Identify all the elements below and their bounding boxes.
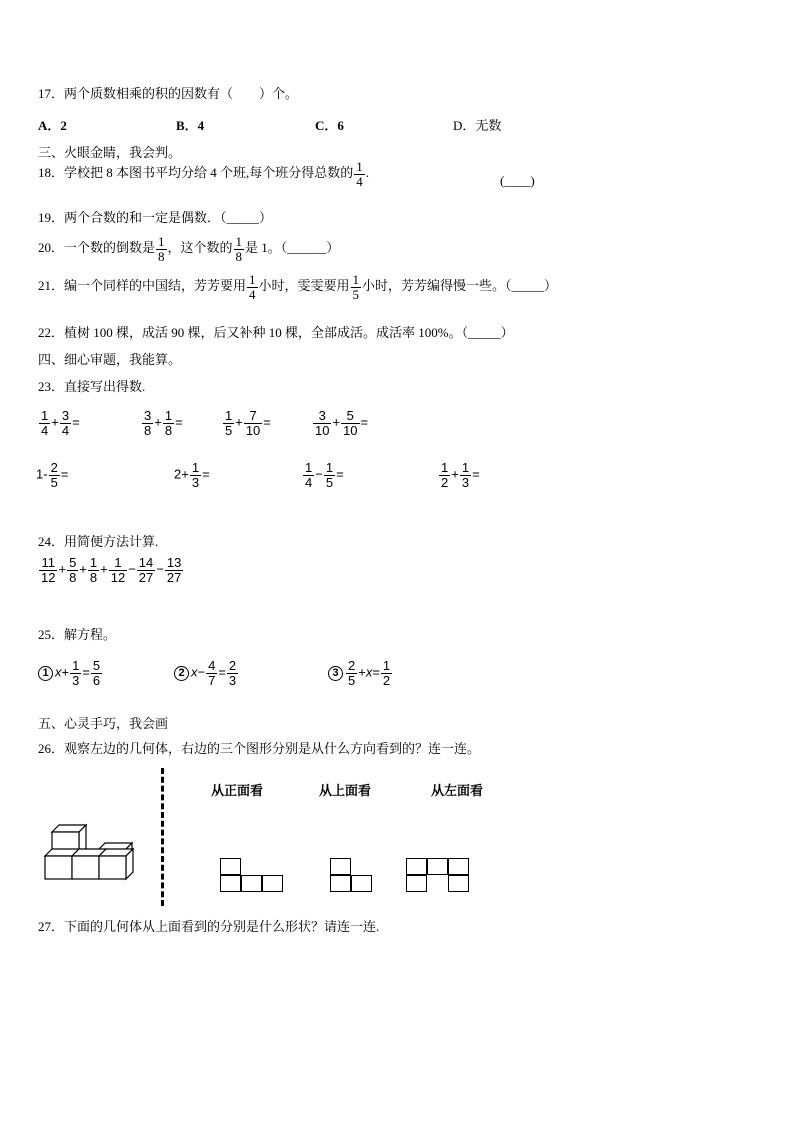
den: 3 [461,474,470,490]
num: 5 [69,555,77,570]
equals: = [336,466,344,482]
q20-fraction-2 [234,235,245,263]
den: 10 [315,422,330,438]
equals: = [72,414,80,430]
equals: = [82,664,90,680]
q21-text-b: 小时，雯雯要用 [258,278,350,294]
operator: + [61,664,70,680]
equals: = [218,664,226,680]
q20-f2-den: 8 [235,248,243,264]
num: 1 [461,460,470,475]
den: 3 [191,474,200,490]
q17-option-a: A．2 [38,118,67,133]
den: 8 [69,569,77,585]
circled-number-icon: 3 [328,666,343,681]
num: 3 [61,408,70,423]
den: 8 [144,422,152,438]
q21-fraction-2 [351,273,362,301]
cube-solid-figure [40,820,144,884]
operator: + [79,561,87,577]
operator: + [332,414,341,430]
num: 5 [341,409,359,424]
operator: + [100,561,108,577]
num: 2 [228,658,237,673]
equals: = [60,466,69,482]
den: 5 [325,474,334,490]
equals: = [202,466,210,482]
q17-option-c: C．6 [315,118,344,133]
label-left-view: 从左面看 [431,783,484,798]
num: 1 [191,460,200,475]
q24-expression [38,556,184,584]
den: 10 [245,422,261,438]
num: 1 [72,658,80,673]
num: 1 [225,408,233,423]
section-5-heading: 五、心灵手巧，我会画 [38,716,169,731]
num: 2 [50,460,58,475]
variable: x [55,664,62,680]
equals: = [360,414,369,430]
den: 8 [89,569,98,585]
q18-post: . [365,165,370,181]
num: 13 [166,555,182,570]
num: 1 [164,408,173,423]
den: 7 [208,672,216,688]
num: 5 [92,658,101,673]
den: 5 [348,672,356,688]
den: 4 [61,422,70,438]
den: 10 [343,422,358,438]
q21 [38,273,557,301]
q20-text-b: ，这个数的 [167,240,233,256]
den: 8 [164,422,173,438]
q21-f2-num: 1 [352,272,360,287]
den: 5 [225,422,233,438]
q17-option-d: D．无数 [453,118,502,133]
lead: 1- [36,466,48,482]
den: 4 [305,474,313,490]
q26-text: 26．观察左边的几何体，右边的三个图形分别是从什么方向看到的？连一连。 [38,741,481,756]
q18-den: 4 [356,173,363,189]
num: 3 [144,408,152,423]
variable: x [191,664,198,680]
circled-number-icon: 2 [174,666,189,681]
equals: = [263,414,271,430]
q23-text: 23．直接写出得数. [38,379,146,394]
q20 [38,235,339,263]
num: 14 [138,555,154,570]
q25-equation-3 [328,659,393,687]
operator: − [128,561,136,577]
q23-item-7 [302,461,344,489]
den: 6 [92,672,101,688]
q23-item-5 [36,461,68,489]
view-shape-1 [220,858,286,894]
q25-equation-2 [174,659,239,687]
section-3-heading: 三、火眼金睛，我会判。 [38,145,182,160]
num: 1 [41,408,49,423]
num: 4 [208,658,216,673]
num: 2 [348,658,356,673]
den: 12 [41,569,56,585]
lead: 2+ [174,466,189,482]
q21-text-c: 小时，芳芳编得慢一些。（_____） [362,278,558,294]
num: 1 [89,555,98,570]
num: 1 [305,460,313,475]
q27-text: 27．下面的几何体从上面看到的分别是什么形状？请连一连. [38,919,380,934]
num: 1 [325,460,334,475]
q20-text-c: 是 1。（______） [245,240,340,256]
q21-f1-num: 1 [249,272,256,287]
den: 3 [228,672,237,688]
operator: + [51,414,59,430]
q20-f1-den: 8 [158,248,165,264]
q23-item-4 [312,409,368,437]
den: 2 [382,672,391,688]
operator: + [154,414,162,430]
q24-text: 24．用简便方法计算. [38,534,159,549]
label-top-view: 从上面看 [319,783,372,798]
den: 27 [138,569,154,585]
section-4-heading: 四、细心审题，我能算。 [38,352,182,367]
view-shape-3 [406,858,472,894]
operator: + [58,561,67,577]
operator: + [235,414,243,430]
q20-text-a: 20．一个数的倒数是 [38,240,156,256]
operator: − [156,561,164,577]
q23-item-1 [38,409,80,437]
num: 11 [39,556,57,571]
num: 1 [382,658,391,673]
num: 3 [313,409,331,424]
q18-text: 18．学校把 8 本图书平均分给 4 个班,每个班分得总数的 [38,165,354,181]
q21-fraction-1 [247,273,258,301]
view-shape-2 [330,858,375,894]
q21-f1-den: 4 [249,286,256,302]
q21-text-a: 21．编一个同样的中国结，芳芳要用 [38,278,247,294]
q17-text: 17．两个质数相乘的积的因数有（ ）个。 [38,86,299,101]
operator: − [315,466,323,482]
q23-item-8 [438,461,480,489]
q21-f2-den: 5 [352,286,360,302]
q20-f2-num: 1 [235,234,243,249]
dashed-divider [161,768,164,906]
equals: = [472,466,480,482]
q23-item-6 [174,461,210,489]
q18 [38,160,369,188]
operator: − [197,664,206,680]
num: 7 [244,409,262,424]
den: 4 [41,422,49,438]
q25-text: 25．解方程。 [38,627,117,642]
q25-equation-1 [38,659,103,687]
q23-item-3 [222,409,271,437]
den: 5 [50,474,58,490]
den: 27 [166,569,182,585]
q18-fraction [354,160,365,188]
den: 12 [110,569,126,585]
circled-number-icon: 1 [38,666,53,681]
den: 2 [441,474,449,490]
q18-num: 1 [356,159,363,174]
q17-option-b: B．4 [176,118,205,133]
variable: x [365,664,373,680]
q23-item-2 [141,409,183,437]
operator: + [451,466,459,482]
q20-f1-num: 1 [158,234,165,249]
equals: = [372,664,380,680]
label-front-view: 从正面看 [211,783,264,798]
num: 1 [441,460,449,475]
equals: = [175,414,183,430]
num: 1 [109,556,127,571]
q22-text: 22．植树 100 棵，成活 90 棵，后又补种 10 棵，全部成活。成活率 100%。（_____） [38,325,514,340]
q18-answer-blank[interactable]: (____) [500,173,535,188]
den: 3 [72,672,80,688]
q20-fraction-1 [156,235,167,263]
operator: + [358,664,366,680]
q19-text: 19．两个合数的和一定是偶数．（_____） [38,210,273,225]
